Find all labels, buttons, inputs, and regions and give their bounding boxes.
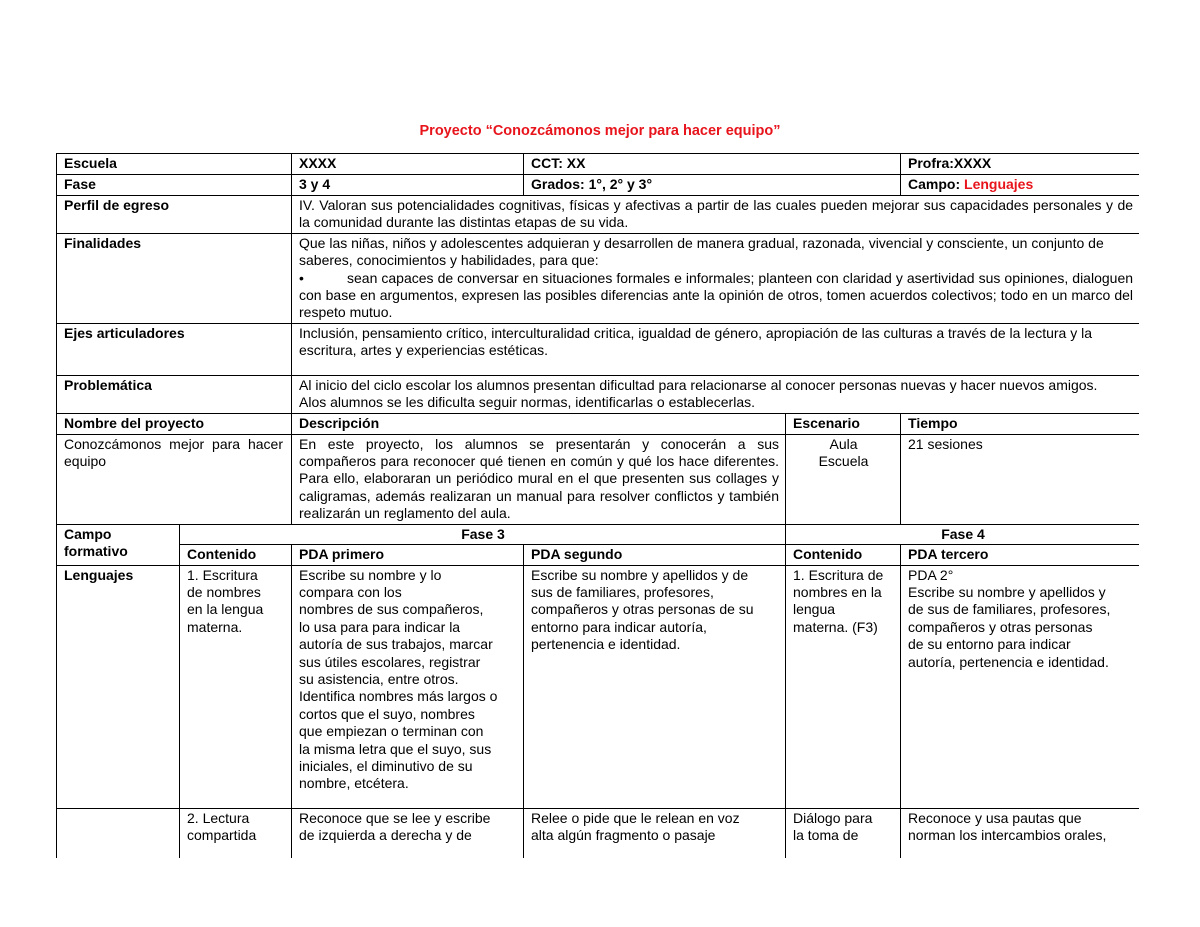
row-finalidades — [57, 233, 1140, 323]
lectura-pda-segundo: Relee o pide que le relean en voz alta algún fragmento o pasaje — [524, 808, 786, 858]
lenguajes-pda-segundo: Escribe su nombre y apellidos y de sus de familiares, profesores, compañeros y otras personas de su entorno para indicar autoría, pertenencia e identidad. — [524, 565, 786, 808]
contenido-f4-header: Contenido — [786, 545, 901, 565]
campo-cell — [901, 175, 1139, 196]
proyecto-descripcion: En este proyecto, los alumnos se presentarán y conocerán a sus compañeros para reconocer qué tienen en común y qué los hace diferentes. Para ello, elaboraran un periódico mural en el que presenten sus collages y caligramas, además realizaran un manual para resolver conflictos y también realizarán un reglamento del aula. — [292, 434, 786, 524]
finalidades-cell — [292, 233, 1140, 323]
row-ejes — [57, 323, 1140, 375]
problematica-text-1: Al inicio del ciclo escolar los alumnos presentan dificultad para relacionarse al conocer personas nuevas y hacer nuevos amigos. — [299, 376, 1098, 393]
problematica-label: Problemática — [57, 375, 292, 413]
planning-table-container — [56, 153, 1139, 858]
fase3-header: Fase 3 — [180, 524, 786, 544]
proyecto-escenario: Aula Escuela — [786, 434, 901, 524]
problematica-text-2: Alos alumnos se les dificulta seguir normas, identificarlas o establecerlas. — [299, 394, 755, 411]
row-lenguajes — [57, 565, 1140, 808]
row-subheader — [57, 545, 1140, 565]
fase-value: 3 y 4 — [292, 175, 524, 196]
escuela-value: XXXX — [292, 154, 524, 175]
row-problematica — [57, 375, 1140, 413]
document-title: Proyecto “Conozcámonos mejor para hacer equipo” — [419, 123, 781, 139]
grados-value: Grados: 1°, 2° y 3° — [524, 175, 901, 196]
campo-value: Lenguajes — [964, 176, 1034, 192]
ejes-text: Inclusión, pensamiento crítico, interculturalidad critica, igualdad de género, apropiación de las culturas a través de la lectura y la escritura, artes y experiencias estéticas. — [292, 323, 1140, 375]
ejes-label: Ejes articuladores — [57, 323, 292, 375]
lectura-pda-primero: Reconoce que se lee y escribe de izquierda a derecha y de — [292, 808, 524, 858]
pda-segundo-header: PDA segundo — [524, 545, 786, 565]
lenguajes-contenido-f3: 1. Escritura de nombres en la lengua materna. — [180, 565, 292, 808]
proyecto-nombre: Conozcámonos mejor para hacer equipo — [57, 434, 292, 524]
lenguajes-pda-tercero: PDA 2° Escribe su nombre y apellidos y de sus de familiares, profesores, compañeros y otras personas de su entorno para indicar autoría, pertenencia e identidad. — [901, 565, 1139, 808]
finalidades-label: Finalidades — [57, 233, 292, 323]
problematica-cell — [292, 375, 1140, 413]
row-escuela — [57, 154, 1140, 175]
lectura-campo — [57, 808, 180, 858]
pda-tercero-header: PDA tercero — [901, 545, 1139, 565]
lectura-contenido-f4: Diálogo para la toma de — [786, 808, 901, 858]
fase-label: Fase — [57, 175, 292, 196]
perfil-text: IV. Valoran sus potencialidades cognitivas, físicas y afectivas a partir de las cuales pueden mejorar sus capacidades personales y de la comunidad durante las distintas etapas de su vida. — [292, 196, 1140, 234]
row-perfil — [57, 196, 1140, 234]
contenido-f3-header: Contenido — [180, 545, 292, 565]
row-lectura — [57, 808, 1140, 858]
row-fase-header — [57, 524, 1140, 544]
finalidades-intro: Que las niñas, niños y adolescentes adquieran y desarrollen de manera gradual, razonada, vivencial y consciente, un conjunto de saberes, conocimientos y habilidades, para que: — [299, 234, 1104, 269]
planning-table — [56, 153, 1139, 858]
nombre-proyecto-header: Nombre del proyecto — [57, 413, 292, 434]
finalidades-bullet-item — [299, 270, 1133, 322]
row-proyecto — [57, 434, 1140, 524]
finalidades-bullet-text: sean capaces de conversar en situaciones formales e informales; planteen con claridad y asertividad sus opiniones, dialoguen con base en argumentos, expresen las posibles diferencias ante la opinión de otros, tomen acuerdos colectivos; todo en un marco del respeto mutuo. — [299, 269, 1134, 321]
tiempo-header: Tiempo — [901, 413, 1139, 434]
pda-primero-header: PDA primero — [292, 545, 524, 565]
profra-value: Profra:XXXX — [901, 154, 1139, 175]
row-fase — [57, 175, 1140, 196]
lenguajes-campo: Lenguajes — [57, 565, 180, 808]
fase4-header: Fase 4 — [786, 524, 1140, 544]
campo-label: Campo: — [908, 176, 965, 192]
proyecto-tiempo: 21 sesiones — [901, 434, 1139, 524]
lenguajes-contenido-f4: 1. Escritura de nombres en la lengua materna. (F3) — [786, 565, 901, 808]
descripcion-header: Descripción — [292, 413, 786, 434]
row-proyecto-header — [57, 413, 1140, 434]
bullet-mark: • — [299, 269, 304, 286]
cct-value: CCT: XX — [524, 154, 901, 175]
lectura-contenido-f3: 2. Lectura compartida — [180, 808, 292, 858]
lectura-pda-tercero: Reconoce y usa pautas que norman los intercambios orales, — [901, 808, 1139, 858]
escenario-header: Escenario — [786, 413, 901, 434]
campo-formativo-header: Campo formativo — [57, 524, 180, 565]
escuela-label: Escuela — [57, 154, 292, 175]
lenguajes-pda-primero: Escribe su nombre y lo compara con los nombres de sus compañeros, lo usa para para indicar la autoría de sus trabajos, marcar sus útiles escolares, registrar su asistencia, entre otros. Identifica nombres más largos o cortos que el suyo, nombres que empiezan o terminan con la misma letra que el suyo, sus iniciales, el diminutivo de su nombre, etcétera. — [292, 565, 524, 808]
perfil-label: Perfil de egreso — [57, 196, 292, 234]
